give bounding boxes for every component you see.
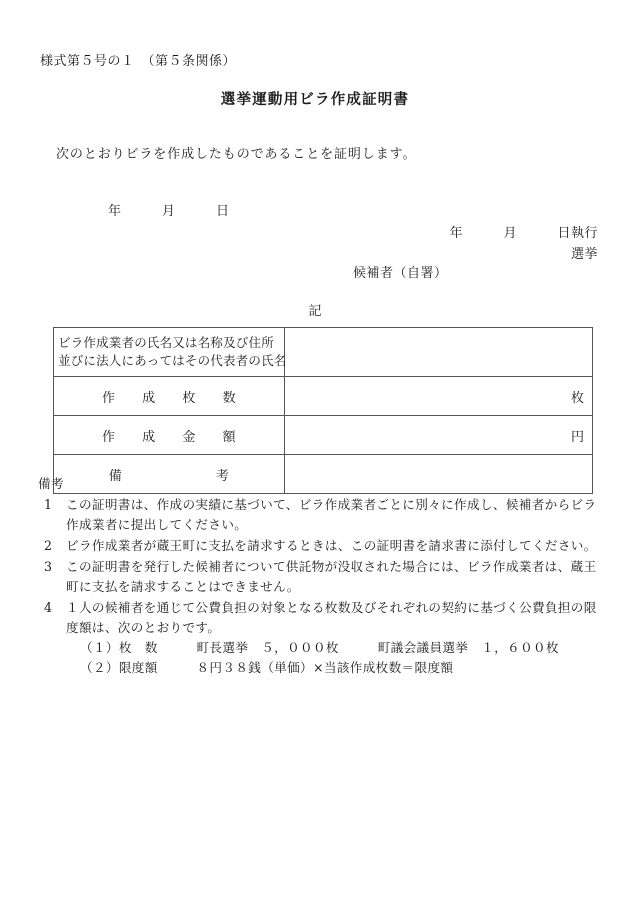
row-label-producer-name	[54, 328, 285, 377]
row-label-sheet-count	[54, 377, 285, 416]
election-label: 選挙	[570, 247, 598, 262]
row-value-producer-name[interactable]	[285, 328, 593, 377]
certificate-table	[53, 327, 593, 494]
note-item-1	[38, 495, 604, 535]
producer-name-line1: ビラ作成業者の氏名又は名称及び住所	[58, 334, 274, 350]
issue-date-field: 年 月 日	[108, 204, 230, 219]
unit-yen: 円	[570, 429, 584, 445]
note-item-4	[38, 598, 604, 638]
amount-label: 作 成 金 額	[101, 429, 236, 445]
table-row	[54, 377, 593, 416]
note-number-4: 4	[44, 600, 53, 615]
election-date-field: 年 月 日執行	[449, 226, 598, 241]
ki-heading: 記	[308, 304, 322, 319]
note-text-4: １人の候補者を通じて公費負担の対象となる枚数及びそれぞれの契約に基づく公費負担の限度額は、次のとおりです。	[66, 600, 597, 635]
note-text-1: この証明書は、作成の実績に基づいて、ビラ作成業者ごとに別々に作成し、候補者からビラ作成業者に提出してください。	[66, 497, 597, 532]
note-number-1: 1	[44, 497, 53, 512]
form-code: 様式第５号の１ （第５条関係）	[40, 54, 237, 69]
note-text-3: この証明書を発行した候補者について供託物が没収された場合には、ビラ作成業者は、蔵王町に支払を請求することはできません。	[66, 559, 597, 594]
note-sub-item-1: （１）枚 数 町長選挙 ５，０００枚 町議会議員選挙 １，６００枚	[80, 640, 559, 655]
sheet-count-label: 作 成 枚 数	[101, 390, 236, 406]
note-item-3	[38, 557, 604, 597]
row-value-sheet-count[interactable]	[285, 377, 593, 416]
row-value-amount[interactable]	[285, 416, 593, 455]
page-title: 選挙運動用ビラ作成証明書	[220, 91, 410, 108]
intro-statement: 次のとおりビラを作成したものであることを証明します。	[56, 147, 417, 162]
table-row	[54, 416, 593, 455]
note-sub-item-2: （２）限度額 ８円３８銭（単価）×当該作成枚数＝限度額	[80, 660, 454, 675]
unit-sheets: 枚	[570, 390, 584, 406]
producer-name-line2: 並びに法人にあってはその代表者の氏名	[58, 353, 287, 368]
candidate-signature-line: 候補者（自署）	[353, 266, 448, 281]
row-label-amount	[54, 416, 285, 455]
note-text-2: ビラ作成業者が蔵王町に支払を請求するときは、この証明書を請求書に添付してください。	[66, 538, 597, 553]
note-item-2	[38, 536, 604, 556]
table-row	[54, 328, 593, 377]
notes-heading: 備考	[38, 476, 64, 491]
notes-section	[38, 474, 604, 678]
note-number-3: 3	[44, 559, 53, 574]
note-number-2: 2	[44, 538, 53, 553]
remarks-label: 備 考	[108, 468, 230, 484]
